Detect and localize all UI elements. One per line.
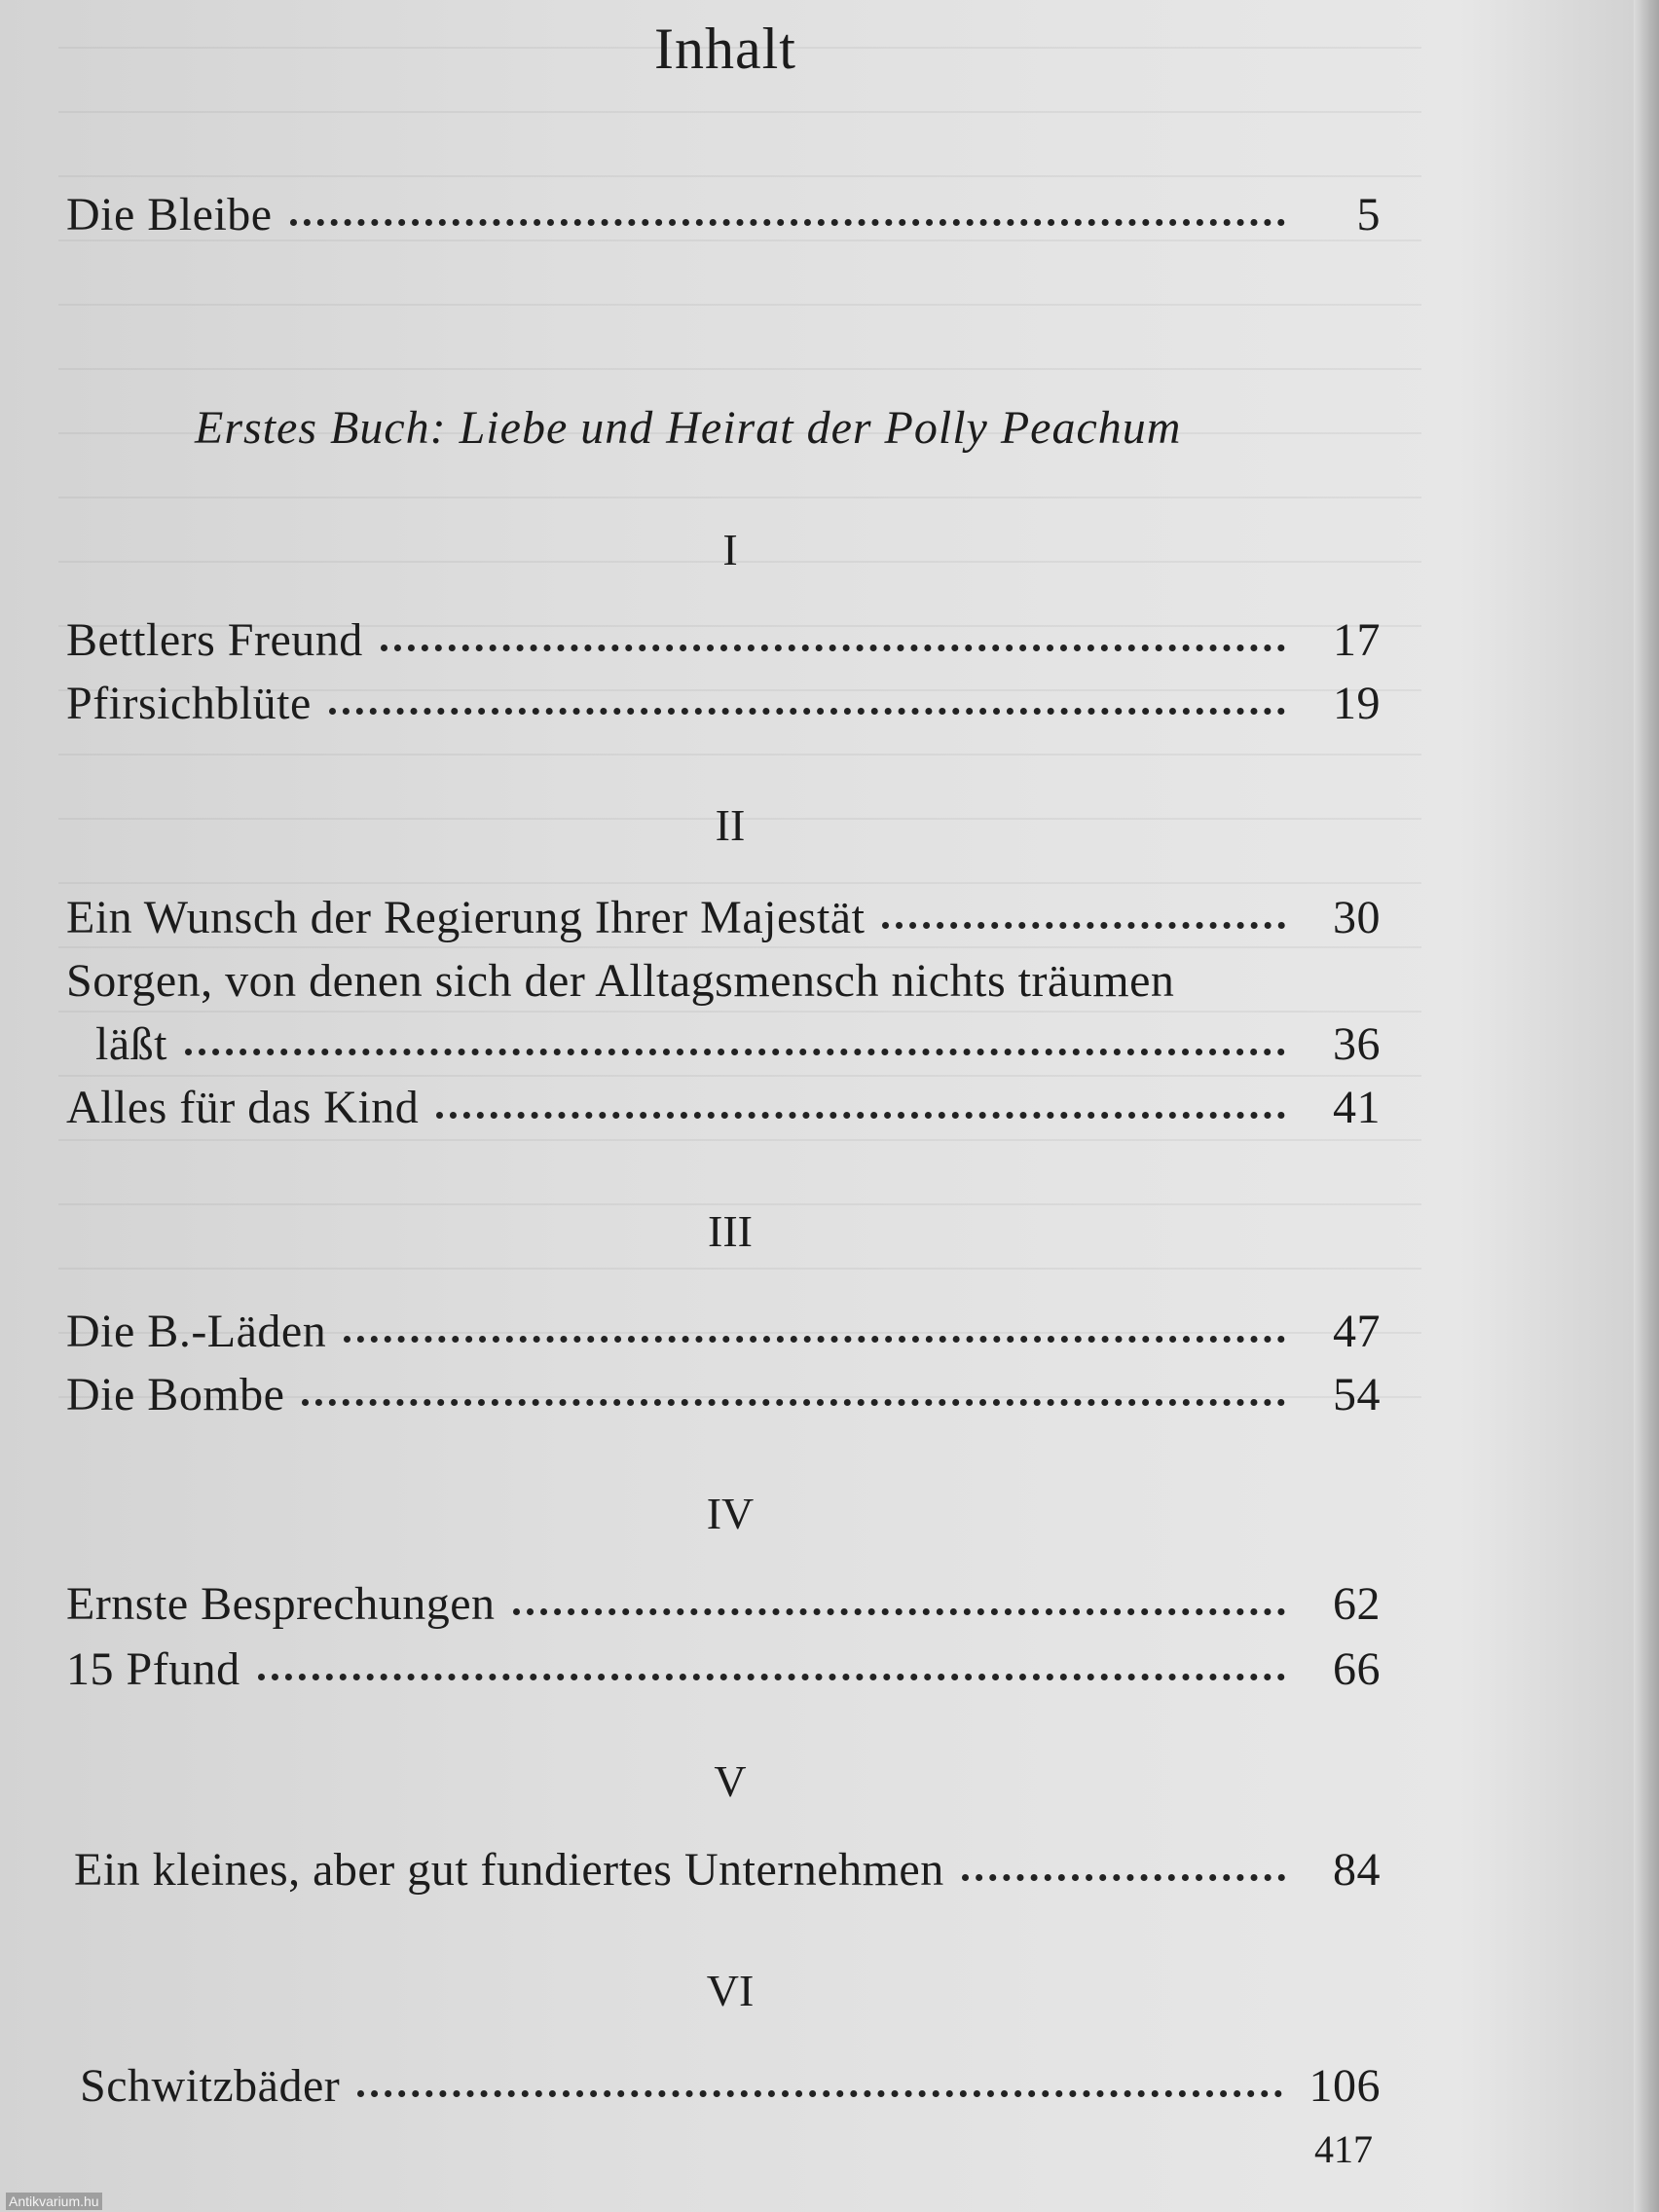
toc-entry	[66, 1363, 1381, 1427]
toc-entry	[80, 2054, 1381, 2119]
chapter-numeral: I	[722, 525, 738, 574]
chapter-numeral: IV	[706, 1489, 755, 1538]
toc-entry-page: 17	[1333, 614, 1381, 666]
dot-leader	[513, 1608, 1285, 1615]
toc-entry-page: 84	[1333, 1844, 1381, 1896]
toc-entry-title: Ein kleines, aber gut fundiertes Unternehmen	[74, 1844, 944, 1896]
dot-leader	[882, 922, 1285, 929]
dot-leader	[344, 1336, 1285, 1343]
toc-entry-page: 47	[1333, 1306, 1381, 1357]
page-number: 417	[1314, 2127, 1373, 2171]
toc-entry-page: 41	[1333, 1082, 1381, 1133]
toc-entry-title: Ernste Besprechungen	[66, 1578, 496, 1630]
dot-leader	[185, 1049, 1285, 1055]
toc-entry-continuation	[95, 1013, 1381, 1077]
toc-entry-page: 54	[1333, 1369, 1381, 1420]
chapter-numeral: V	[714, 1756, 747, 1806]
dot-leader	[329, 708, 1285, 715]
toc-entry-title: Die Bleibe	[66, 189, 273, 240]
toc-entry-title-continuation: läßt	[95, 1018, 167, 1070]
toc-entry-title: Ein Wunsch der Regierung Ihrer Majestät	[66, 892, 866, 943]
dot-leader	[290, 219, 1285, 226]
dot-leader	[436, 1112, 1285, 1119]
toc-entry-title-line: Sorgen, von denen sich der Alltagsmensch nichts träumen	[66, 955, 1175, 1007]
toc-entry-page: 5	[1356, 189, 1381, 240]
toc-entry	[66, 1572, 1381, 1637]
toc-entry	[66, 886, 1381, 950]
toc-entry-title: Die B.-Läden	[66, 1306, 327, 1357]
toc-entry-page: 36	[1333, 1018, 1381, 1070]
dot-leader	[357, 2090, 1281, 2097]
toc-entry	[74, 1838, 1381, 1902]
toc-entry-title: Die Bombe	[66, 1369, 285, 1420]
part-heading: Erstes Buch: Liebe und Heirat der Polly Peachum	[195, 402, 1182, 454]
toc-entry-prologue	[66, 183, 1381, 247]
toc-entry-title: Alles für das Kind	[66, 1082, 420, 1133]
toc-entry-page: 66	[1333, 1643, 1381, 1695]
toc-entry-page: 106	[1309, 2060, 1381, 2112]
toc-entry-title: 15 Pfund	[66, 1643, 240, 1695]
toc-entry-page: 62	[1333, 1578, 1381, 1630]
toc-entry-title: Pfirsichblüte	[66, 678, 312, 729]
toc-entry	[66, 608, 1381, 673]
toc-entry-title: Bettlers Freund	[66, 614, 363, 666]
chapter-numeral: II	[715, 800, 746, 850]
dot-leader	[302, 1399, 1285, 1406]
toc-entry-page: 19	[1333, 678, 1381, 729]
toc-entry-title: Schwitzbäder	[80, 2060, 341, 2112]
dot-leader	[381, 645, 1285, 651]
watermark-label: Antikvarium.hu	[6, 2193, 102, 2210]
toc-entry-page: 30	[1333, 892, 1381, 943]
chapter-numeral: III	[708, 1206, 753, 1256]
page-title: Inhalt	[654, 17, 796, 81]
toc-entry	[66, 1638, 1381, 1702]
dot-leader	[258, 1674, 1285, 1680]
toc-entry	[66, 672, 1381, 736]
chapter-numeral: VI	[706, 1966, 755, 2015]
dot-leader	[962, 1874, 1285, 1881]
page-edge	[1634, 0, 1659, 2212]
toc-entry	[66, 1300, 1381, 1364]
toc-entry	[66, 1076, 1381, 1140]
